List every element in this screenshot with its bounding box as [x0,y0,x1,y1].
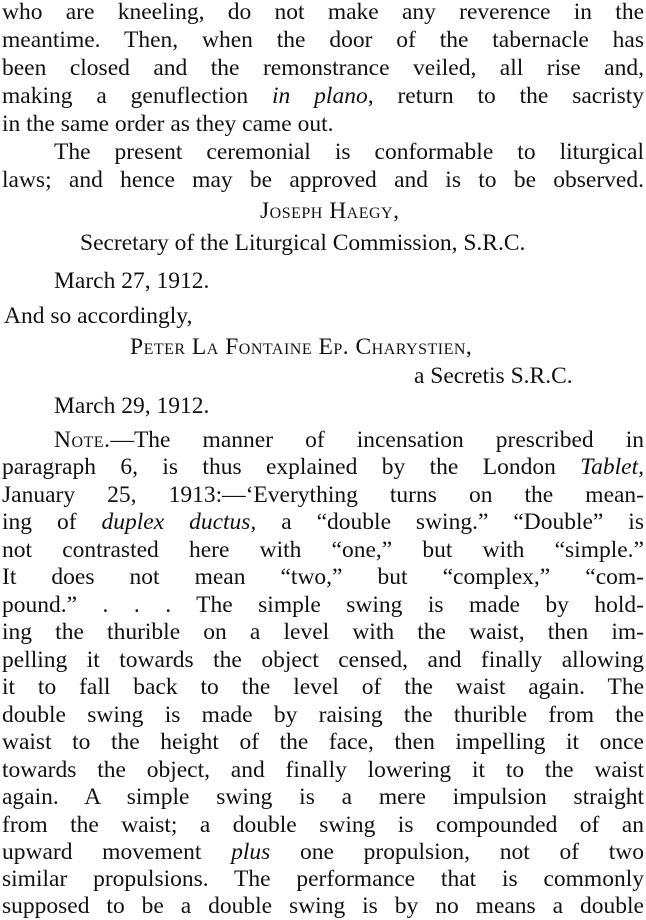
text-line: again. A simple swing is a mere impulsion straight [2,784,644,810]
text-line: supposed to be a double swing is by no means a double [2,893,644,919]
text-run: making a genuflection [2,83,273,109]
text-line [2,454,644,481]
italic-text: plus [231,839,271,865]
text-line: from the waist; a double swing is compounded of an [2,812,644,838]
date-line: March 27, 1912. [54,268,210,294]
text-run: —The manner of incensation prescribed in [110,427,644,453]
text-run: a “double swing.” “Double” is [256,509,644,535]
text-line [2,509,644,536]
text-line: laws; and hence may be approved and is to be observed. [2,167,644,193]
italic-text: in plano [272,83,368,109]
signatory-title: a Secretis S.R.C. [414,363,573,389]
text-line: pound.” . . . The simple swing is made by hold- [2,592,644,618]
signatory-name: Peter La Fontaine Ep. Charystien, [130,334,473,360]
text-line: been closed and the remonstrance veiled, all rise and, [2,55,644,81]
text-line: It does not mean “two,” but “complex,” “com- [2,564,644,590]
text-line: The present ceremonial is conformable to liturgical [54,139,644,165]
text-line: in the same order as they came out. [2,111,334,137]
date-line: March 29, 1912. [54,393,210,419]
italic-text: duplex ductus, [101,509,257,535]
text-line: towards the object, and finally lowering it to the waist [2,757,644,783]
text-run: upward movement [2,839,232,865]
note-heading: Note. [54,427,111,453]
text-run: , return to the sacristy [367,83,645,109]
text-line: similar propulsions. The performance that is commonly [2,866,644,892]
text-run: ing of [2,509,102,535]
signatory-name: Joseph Haegy, [260,198,400,224]
text-line [2,839,644,866]
text-line: double swing is made by raising the thurible from the [2,702,644,728]
text-line: January 25, 1913:—‘Everything turns on the mean- [2,482,644,508]
text-line: it to fall back to the level of the waist again. The [2,674,644,700]
text-line: waist to the height of the face, then impelling it once [2,729,644,755]
text-line [54,427,644,454]
signatory-title: Secretary of the Liturgical Commission, S.R.C. [80,230,526,256]
text-line: pelling it towards the object censed, and finally allowing [2,647,644,673]
italic-text: Tablet, [580,454,644,480]
text-line: And so accordingly, [4,303,193,329]
text-run: paragraph 6, is thus explained by the London [2,454,581,480]
text-run: one propulsion, not of two [270,839,644,865]
text-line [2,83,644,110]
text-line: not contrasted here with “one,” but with “simple.” [2,537,644,563]
text-line: meantime. Then, when the door of the tabernacle has [2,27,644,53]
text-line: ing the thurible on a level with the waist, then im- [2,619,644,645]
text-line: who are kneeling, do not make any reverence in the [2,0,644,25]
